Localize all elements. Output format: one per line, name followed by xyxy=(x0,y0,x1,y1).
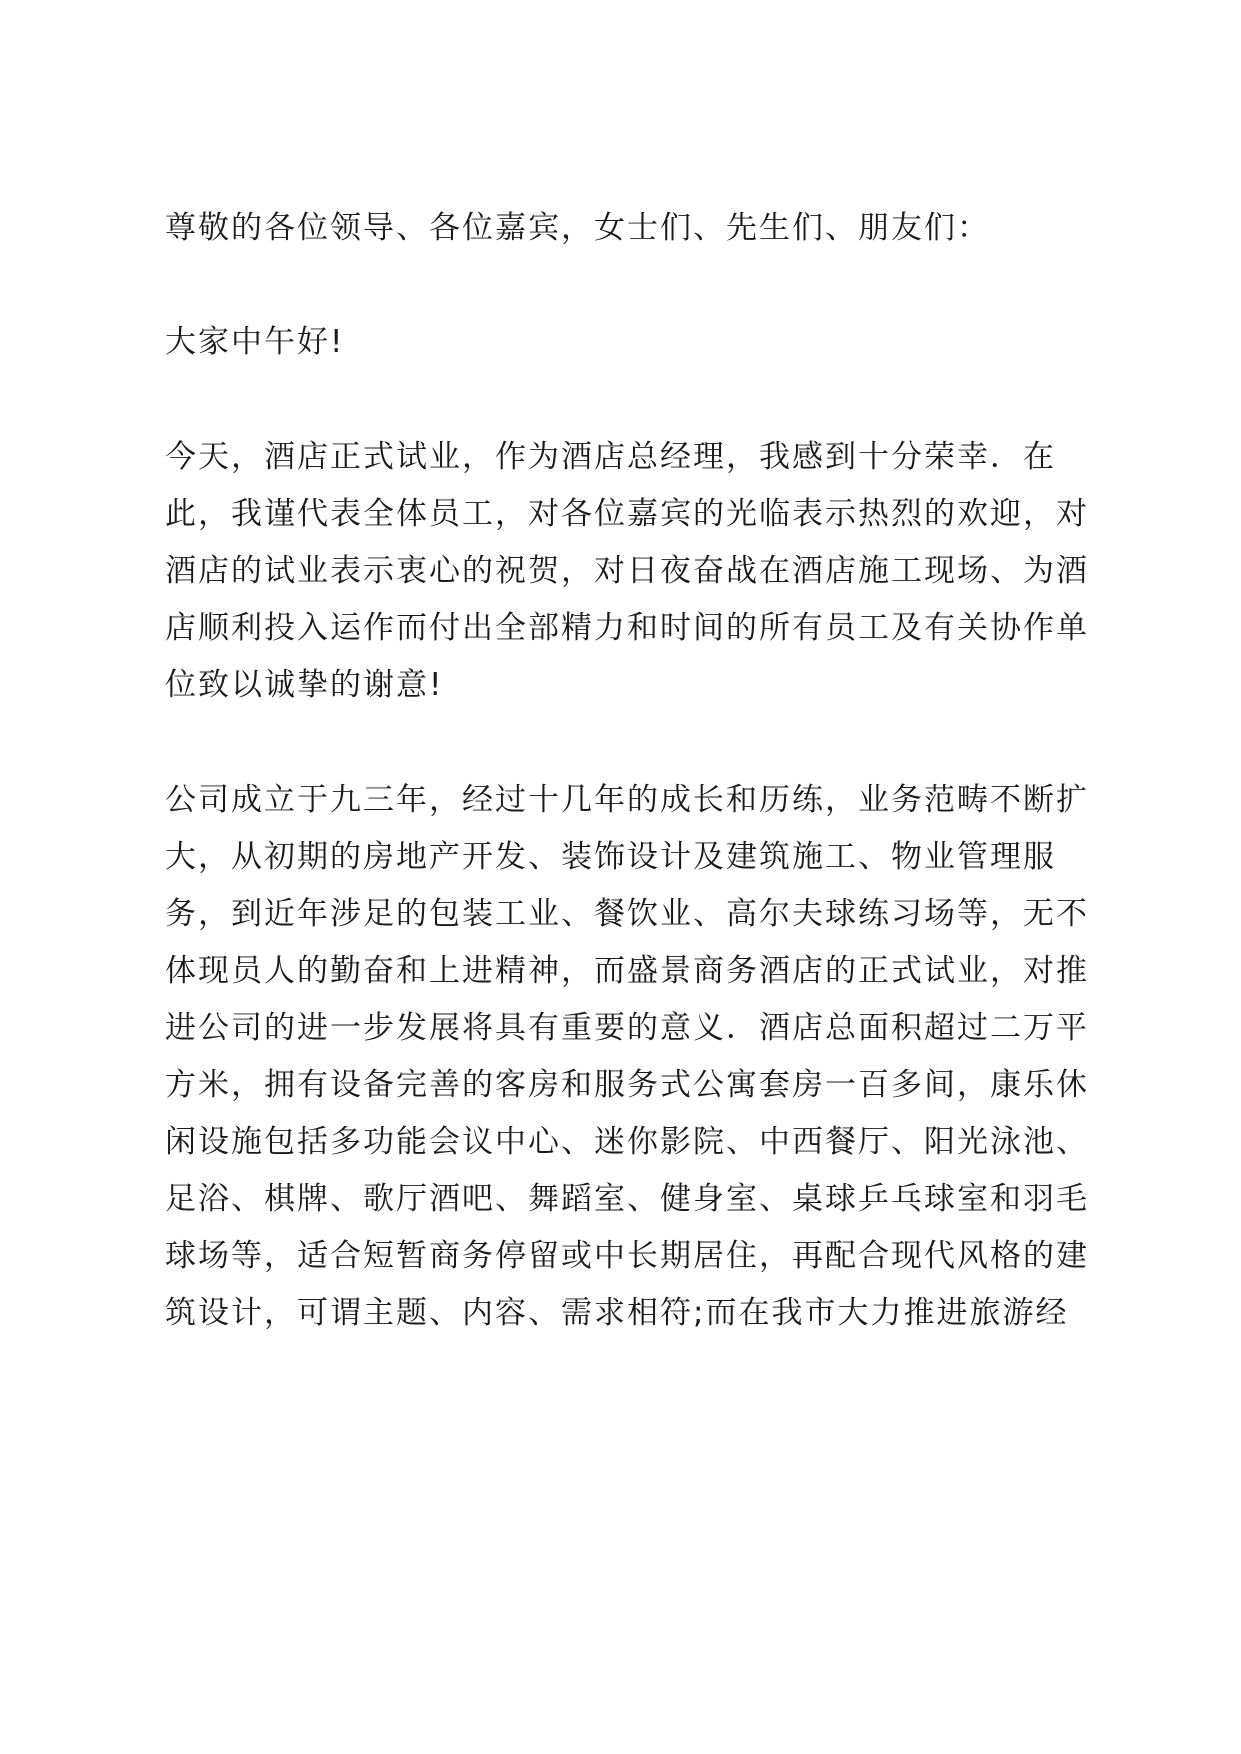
greeting: 大家中午好! xyxy=(165,324,345,360)
paragraph-line: 筑设计，可谓主题、内容、需求相符;而在我市大力推进旅游经 xyxy=(165,1295,1069,1331)
paragraph-line: 务，到近年涉足的包装工业、餐饮业、高尔夫球练习场等，无不 xyxy=(165,896,1089,932)
paragraph-line: 进公司的进一步发展将具有重要的意义．酒店总面积超过二万平 xyxy=(165,1010,1089,1046)
paragraph-line: 大，从初期的房地产开发、装饰设计及建筑施工、物业管理服 xyxy=(165,839,1056,875)
paragraph-line: 公司成立于九三年，经过十几年的成长和历练，业务范畴不断扩 xyxy=(165,782,1089,818)
paragraph-line: 球场等，适合短暂商务停留或中长期居住，再配合现代风格的建 xyxy=(165,1238,1089,1274)
paragraph-line: 体现员人的勤奋和上进精神，而盛景商务酒店的正式试业，对推 xyxy=(165,953,1089,989)
paragraph-line: 此，我谨代表全体员工，对各位嘉宾的光临表示热烈的欢迎，对 xyxy=(165,496,1089,532)
paragraph-line: 位致以诚挚的谢意! xyxy=(165,667,444,703)
paragraph-line: 店顺利投入运作而付出全部精力和时间的所有员工及有关协作单 xyxy=(165,610,1089,646)
paragraph-line: 方米，拥有设备完善的客房和服务式公寓套房一百多间，康乐休 xyxy=(165,1067,1089,1103)
salutation: 尊敬的各位领导、各位嘉宾，女士们、先生们、朋友们： xyxy=(165,210,990,246)
paragraph-line: 今天，酒店正式试业，作为酒店总经理，我感到十分荣幸．在 xyxy=(165,439,1056,475)
paragraph-line: 足浴、棋牌、歌厅酒吧、舞蹈室、健身室、桌球乒乓球室和羽毛 xyxy=(165,1181,1089,1217)
paragraph-line: 闲设施包括多功能会议中心、迷你影院、中西餐厅、阳光泳池、 xyxy=(165,1124,1089,1160)
paragraph-line: 酒店的试业表示衷心的祝贺，对日夜奋战在酒店施工现场、为酒 xyxy=(165,553,1089,589)
